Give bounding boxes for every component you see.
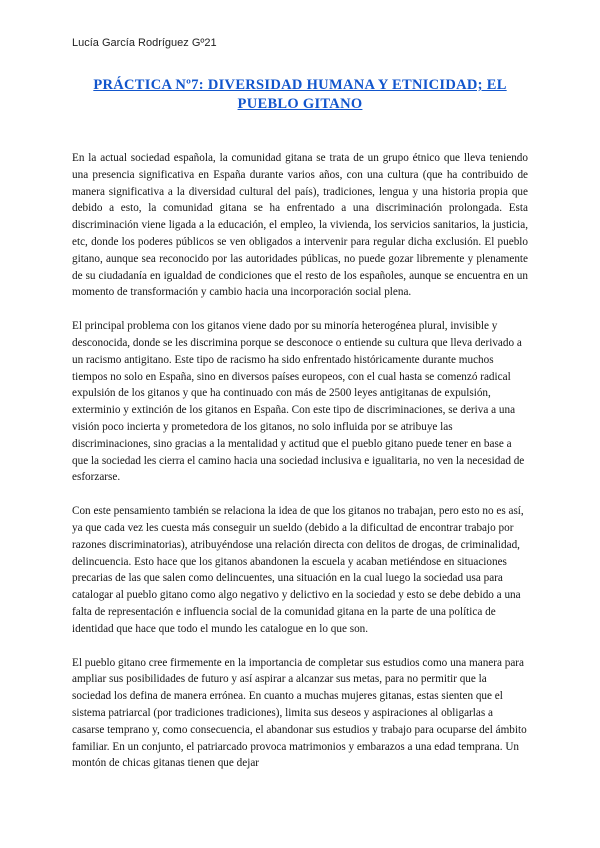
author-name: Lucía García Rodríguez Gº21	[72, 37, 217, 49]
paragraph-1: En la actual sociedad española, la comunidad gitana se trata de un grupo étnico que lleva teniendo una presencia significativa en España durante varios años, con una cultura (que ha contribuido de manera significativa a la diversidad cultural del país), tradiciones, lengua y una historia propia que debido a esto, la comunidad gitana se ha enfrentado a una discriminación prolongada. Esta discriminación viene ligada a la educación, el empleo, la vivienda, los servicios sanitarios, la justicia, etc, donde los poderes públicos se ven obligados a intervenir para regular dicha exclusión. El pueblo gitano, aunque sea reconocido por las autoridades públicas, no puede gozar libremente y plenamente de su ciudadanía en igualdad de condiciones que el resto de los españoles, aunque se encuentra en un momento de transformación y cambio hacia una incorporación social plena.	[72, 152, 528, 299]
document-body	[72, 150, 528, 789]
paragraph-2: El principal problema con los gitanos viene dado por su minoría heterogénea plural, invisible y desconocida, donde se les discrimina porque se desconoce o entiende su cultura que lleva derivado a un racismo antigitano. Este tipo de racismo ha sido enfrentado históricamente durante muchos tiempos no solo en España, sino en diversos países europeos, con el cual hasta se comenzó radical expulsión de los gitanos y que ha continuado con más de 2500 leyes antigitanas de expulsión, exterminio y extinción de los gitanos en España. Con este tipo de discriminaciones, se deriva a una visión poco incierta y prometedora de los gitanos, no solo influida por se atribuye las discriminaciones, sino gracias a la mentalidad y actitud que el pueblo gitano puede tener en base a que la sociedad les cierra el camino hacia una sociedad inclusiva e igualitaria, no ven la necesidad de esforzarse.	[72, 320, 525, 484]
paragraph-3: Con este pensamiento también se relaciona la idea de que los gitanos no trabajan, pero esto no es así, ya que cada vez les cuesta más conseguir un sueldo (debido a la dificultad de encontrar trabajo por razones discriminatorias), atribuyéndose una relación directa con delitos de drogas, de criminalidad, delincuencia. Esto hace que los gitanos abandonen la escuela y acaban metiéndose en situaciones precarias de las que salen como delincuentes, una situación en la cual luego la sociedad usa para catalogar al pueblo gitano como algo negativo y delictivo en la sociedad y esto se debe debido a una falta de representación e influencia social de la comunidad gitana en la parte de una política de identidad que hace que todo el mundo les catalogue en lo que son.	[72, 505, 524, 635]
document-title: PRÁCTICA Nº7: DIVERSIDAD HUMANA Y ETNICIDAD; EL PUEBLO GITANO	[93, 77, 507, 112]
paragraph-4: El pueblo gitano cree firmemente en la importancia de completar sus estudios como una manera para ampliar sus posibilidades de futuro y así aspirar a alcanzar sus metas, para no permitir que la sociedad los defina de manera errónea. En cuanto a muchas mujeres gitanas, estas sienten que el sistema patriarcal (por tradiciones tradiciones), limita sus deseos y aspiraciones al obligarlas a casarse temprano y, como consecuencia, el abandonar sus estudios y trabajo para ocuparse del ámbito familiar. En un conjunto, el patriarcado provoca matrimonios y embarazos a una edad temprana. Un montón de chicas gitanas tienen que dejar	[72, 656, 527, 770]
